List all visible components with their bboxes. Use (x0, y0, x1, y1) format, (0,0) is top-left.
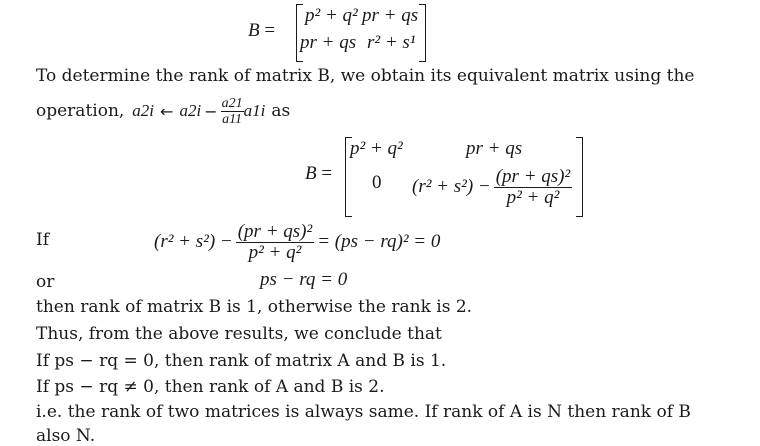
text-line-also-n: also N. (36, 426, 96, 446)
op-rhs: a2i (179, 101, 202, 120)
matrix1-right-bracket (419, 4, 426, 62)
op-minus: − (204, 101, 218, 121)
matrix2-lhs: B = (305, 163, 333, 184)
if-equation (154, 218, 440, 266)
text-line-rank-2: If ps − rq ≠ 0, then rank of A and B is 2. (36, 377, 385, 397)
matrix1-r1c2: pr + qs (362, 5, 419, 26)
matrix1-lhs: B = (248, 20, 276, 41)
if-eq-fraction (236, 222, 314, 263)
matrix2-frac-den: p² + q² (506, 186, 560, 208)
matrix1-r1c1: p² + q² (305, 5, 358, 26)
if-eq-den: p² + q² (248, 241, 302, 263)
if-label: If (36, 230, 50, 250)
text-line-rank-1: If ps − rq = 0, then rank of matrix A and B is 1. (36, 351, 447, 371)
op-arrow: ← (160, 101, 174, 121)
matrix1-r2c2: r² + s¹ (367, 32, 416, 53)
matrix2-frac-num: (pr + qs)² (495, 165, 571, 187)
op-frac-num: a21 (221, 95, 243, 111)
if-eq-num: (pr + qs)² (237, 220, 313, 242)
matrix1-r2c1: pr + qs (300, 32, 357, 53)
matrix2-right-bracket (576, 137, 583, 217)
operation-label: operation, (36, 101, 125, 121)
matrix2-r1c1: p² + q² (350, 138, 403, 159)
or-equation: ps − rq = 0 (260, 269, 348, 290)
matrix2-r2c2-pre: (r² + s²) − (412, 176, 491, 197)
matrix2-r2c1: 0 (372, 172, 382, 193)
if-eq-post: = (ps − rq)² = 0 (317, 231, 441, 252)
matrix2-r2c2 (412, 162, 572, 212)
if-eq-pre: (r² + s²) − (154, 231, 233, 252)
matrix2-fraction (494, 167, 572, 208)
text-line-rank-b: then rank of matrix B is 1, otherwise the rank is 2. (36, 297, 473, 317)
matrix2-r1c2: pr + qs (466, 138, 523, 159)
as-label: as (271, 101, 291, 121)
text-line-always-same: i.e. the rank of two matrices is always same. If rank of A is N then rank of B (36, 402, 691, 422)
op-fraction (221, 96, 244, 127)
paragraph-line-2 (36, 93, 290, 129)
paragraph-line-1: To determine the rank of matrix B, we obtain its equivalent matrix using the (36, 66, 695, 86)
text-line-conclude: Thus, from the above results, we conclude that (36, 324, 442, 344)
or-label: or (36, 272, 55, 292)
op-frac-den: a11 (222, 111, 243, 127)
op-lhs: a2i (132, 101, 155, 120)
op-tail: a1i (243, 101, 266, 120)
